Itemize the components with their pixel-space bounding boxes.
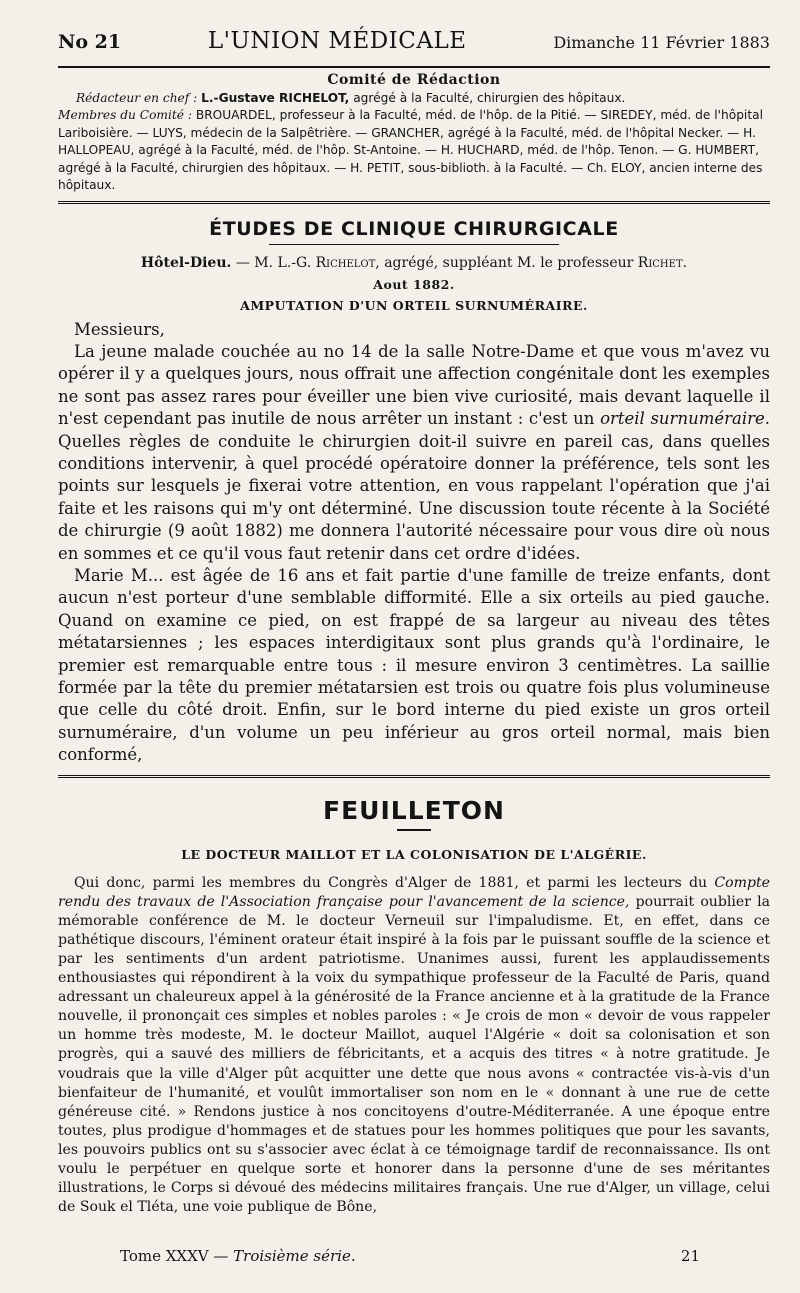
p1-text-b: Quelles règles de conduite le chirurgien doit-il suivre en pareil cas, dans quelles conditions intervenir, à quel procédé opératoire donner la préférence, tels sont les points sur lesquels je fixerai votre attention, en vous rappelant l'opération que j'ai faite et les raisons qui m'y ont déterminé. Une discussion toute récente à la Société de chirurgie (9 août 1882) me donnera l'autorité nécessaire pour vous dire où nous en sommes et ce qu'il vous faut retenir dans cet ordre d'idées. (58, 431, 770, 563)
feuilleton-text-b: pourrait oublier la mémorable conférence de M. le docteur Verneuil sur l'impaludisme. Et, en effet, dans ce pathétique discours, l'éminent orateur était inspiré à la fois par le puissant souffle de la science et par les sentiments d'un ardent patriotisme. Unanimes aussi, furent les applaudissements enthousiastes qui répondirent à la voix du sympathique professeur de la Faculté de Paris, quand adressant un chaleureux appel à la générosité de la France ancienne et à la gratitude de la France nouvelle, il prononçait ces simples et nobles paroles : « Je crois de mon « devoir de vous rappeler un homme très modeste, M. le docteur Maillot, auquel l'Algérie « doit sa colonisation et son progrès, qui a sauvé des milliers de fébricitants, et a acquis des titres « à notre gratitude. Je voudrais que la ville d'Alger pût acquitter une dette que nous avons « contractée vis-à-vis d'un bienfaiteur de l'humanité, et voulût immortaliser son nom en le « donnant à une rue de cette généreuse cité. » Rendons justice à nos concitoyens d'outre-Méditerranée. A une époque entre toutes, plus prodigue d'hommages et de statues pour les hommes politiques que pour les savants, les pouvoirs publics ont su s'associer avec éclat à ce témoignage tardif de reconnaissance. Ils ont voulu le perpétuer en quelque sorte et honorer dans la personne d'une de ses méritantes illustrations, le Corps si dévoué des médecins militaires français. Une rue d'Alger, un village, celui de Souk el Tléta, une voie publique de Bône, (58, 893, 771, 1216)
section-title-etudes: ÉTUDES DE CLINIQUE CHIRURGICALE (209, 217, 619, 240)
editor-label: Rédacteur en chef : (76, 90, 198, 105)
feuilleton-rule (58, 775, 770, 778)
section-divider (269, 244, 559, 245)
hospital-prefix: — M. L.-G. (235, 254, 312, 271)
editorial-committee (58, 68, 770, 201)
issue-date: Dimanche 11 Février 1883 (553, 33, 770, 52)
feuilleton-italic: Compte rendu des travaux de l'Association française pour l'avancement de la science, (58, 874, 771, 910)
author-richelot: Richelot (315, 254, 376, 271)
committee-title: Comité de Rédaction (327, 72, 501, 88)
editor-name: L.-Gustave RICHELOT, (201, 90, 350, 105)
editor-desc: agrégé à la Faculté, chirurgien des hôpitaux. (353, 90, 626, 105)
feuilleton-title: FEUILLETON (323, 795, 505, 825)
feuilleton-text-a: Qui donc, parmi les membres du Congrès d'Alger de 1881, et parmi les lecteurs du (74, 874, 708, 891)
p1-text-a: La jeune malade couchée au no 14 de la salle Notre-Dame et que vous m'avez vu opérer il y a quelques jours, nous offrait une affection congénitale dont les exemples ne sont pas assez rares pour éveiller une bien vive curiosité, mais devant laquelle il n'est cependant pas inutile de nous arrêter un instant : c'est un (58, 341, 770, 429)
author-richet: Richet (637, 254, 683, 271)
feuilleton-paragraph (58, 874, 770, 1218)
footer-tome: Tome XXXV — (120, 1247, 229, 1265)
footer-volume (120, 1247, 356, 1265)
article-paragraph-2: Marie M... est âgée de 16 ans et fait partie d'une famille de treize enfants, dont aucun n'est porteur d'une semblable difformité. Elle a six orteils au pied gauche. Quand on examine ce pied, on est frappé de sa largeur au niveau des têtes métatarsiennes ; les espaces interdigitaux sont plus grands qu'à l'ordinaire, le premier est remarquable entre tous : il mesure environ 3 centimètres. La saillie formée par la tête du premier métatarsien est trois ou quatre fois plus volumineuse que celle du côté droit. Enfin, sur le bord interne du pied existe un gros orteil surnuméraire, d'un volume un peu inférieur au gros orteil normal, mais bien conformé, (58, 565, 770, 765)
feuilleton-subtitle: LE DOCTEUR MAILLOT ET LA COLONISATION DE L'ALGÉRIE. (181, 846, 647, 862)
members-label: Membres du Comité : (58, 108, 192, 122)
journal-title: L'UNION MÉDICALE (207, 28, 467, 54)
hospital-mid: , agrégé, suppléant M. le professeur (375, 254, 634, 271)
salutation: Messieurs, (74, 319, 165, 339)
article-subtitle: AMPUTATION D'UN ORTEIL SURNUMÉRAIRE. (240, 297, 588, 313)
article-paragraph-1 (58, 341, 770, 565)
feuilleton-dash (397, 829, 431, 831)
page-number: 21 (680, 1247, 700, 1265)
article-date: Aout 1882. (373, 276, 455, 292)
hospital-line: Hôtel-Dieu. — M. L.-G. Richelot, agrégé, suppléant M. le professeur Richet. (140, 254, 688, 271)
hospital-name: Hôtel-Dieu. (140, 254, 232, 271)
editor-in-chief (58, 90, 770, 108)
footer-serie: Troisième série. (233, 1247, 356, 1265)
committee-rule (58, 201, 770, 204)
committee-members (58, 107, 770, 195)
p1-italic: orteil surnuméraire. (600, 409, 771, 429)
masthead (58, 0, 770, 66)
issue-number: No 21 (58, 31, 122, 53)
page-footer (120, 1247, 700, 1265)
members-text: BROUARDEL, professeur à la Faculté, méd. de l'hôp. de la Pitié. — SIREDEY, méd. de l'hôpital Lariboisière. — LUYS, médecin de la Salpêtrière. — GRANCHER, agrégé à la Faculté, méd. de l'hôpital Necker. — H. HALLOPEAU, agrégé à la Faculté, méd. de l'hôp. St-Antoine. — H. HUCHARD, méd. de l'hôp. Tenon. — G. HUMBERT, agrégé à la Faculté, chirurgien des hôpitaux. — H. PETIT, sous-biblioth. à la Faculté. — Ch. ELOY, ancien interne des hôpitaux. (58, 108, 763, 192)
